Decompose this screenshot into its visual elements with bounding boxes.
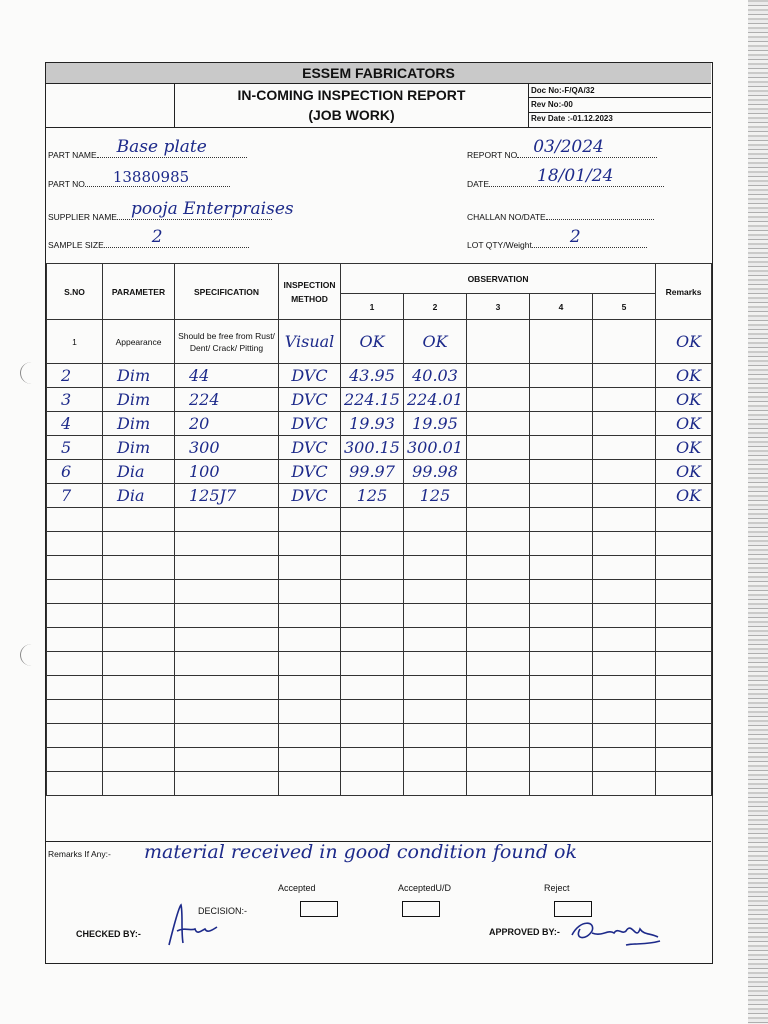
cell-obs-5 xyxy=(593,532,656,556)
lot-qty-field xyxy=(467,227,647,250)
cell-obs-4 xyxy=(530,412,593,436)
cell-sno: 4 xyxy=(47,412,103,436)
page-edge-shadow xyxy=(748,0,768,1024)
cell-obs-2 xyxy=(404,508,467,532)
table-row xyxy=(47,700,712,724)
cell-remarks: OK xyxy=(656,412,712,436)
cell-obs-5 xyxy=(593,484,656,508)
cell-obs-2 xyxy=(404,676,467,700)
company-name: ESSEM FABRICATORS xyxy=(46,63,711,84)
cell-obs-1: 99.97 xyxy=(341,460,404,484)
observation-col-3: 3 xyxy=(467,294,530,320)
cell-obs-4 xyxy=(530,772,593,796)
cell-parameter xyxy=(103,628,175,652)
cell-sno xyxy=(47,556,103,580)
cell-obs-2 xyxy=(404,772,467,796)
part-name-label: PART NAME xyxy=(48,150,97,160)
cell-parameter: Appearance xyxy=(103,320,175,364)
cell-remarks xyxy=(656,700,712,724)
cell-obs-5 xyxy=(593,364,656,388)
cell-remarks xyxy=(656,532,712,556)
date-value: 18/01/24 xyxy=(537,166,614,186)
cell-specification xyxy=(175,676,279,700)
table-row xyxy=(47,724,712,748)
cell-obs-4 xyxy=(530,604,593,628)
cell-remarks xyxy=(656,724,712,748)
table-row xyxy=(47,484,712,508)
cell-specification xyxy=(175,556,279,580)
cell-sno xyxy=(47,748,103,772)
cell-obs-3 xyxy=(467,772,530,796)
cell-method xyxy=(279,508,341,532)
cell-remarks xyxy=(656,580,712,604)
cell-method: DVC xyxy=(279,484,341,508)
supplier-name-field xyxy=(48,199,294,222)
cell-remarks: OK xyxy=(656,436,712,460)
cell-obs-5 xyxy=(593,652,656,676)
cell-obs-1 xyxy=(341,772,404,796)
report-no-value: 03/2024 xyxy=(533,137,604,157)
cell-obs-2 xyxy=(404,724,467,748)
cell-obs-2: 125 xyxy=(404,484,467,508)
cell-parameter: Dia xyxy=(103,460,175,484)
cell-obs-1 xyxy=(341,676,404,700)
cell-parameter xyxy=(103,508,175,532)
col-header-sno: S.NO xyxy=(47,264,103,320)
cell-obs-3 xyxy=(467,484,530,508)
lot-qty-label: LOT QTY/Weight xyxy=(467,240,532,250)
checked-by-label: CHECKED BY:- xyxy=(76,929,141,939)
cell-obs-1: 300.15 xyxy=(341,436,404,460)
cell-obs-1: 19.93 xyxy=(341,412,404,436)
cell-obs-3 xyxy=(467,508,530,532)
cell-obs-2: 99.98 xyxy=(404,460,467,484)
cell-obs-3 xyxy=(467,388,530,412)
cell-method xyxy=(279,532,341,556)
report-title xyxy=(174,83,529,127)
table-row xyxy=(47,436,712,460)
cell-remarks xyxy=(656,748,712,772)
cell-specification xyxy=(175,748,279,772)
cell-parameter xyxy=(103,748,175,772)
cell-remarks xyxy=(656,508,712,532)
cell-obs-5 xyxy=(593,772,656,796)
observation-col-4: 4 xyxy=(530,294,593,320)
cell-obs-1 xyxy=(341,580,404,604)
challan-label: CHALLAN NO/DATE xyxy=(467,212,546,222)
cell-parameter xyxy=(103,676,175,700)
cell-obs-3 xyxy=(467,700,530,724)
cell-method xyxy=(279,628,341,652)
cell-specification xyxy=(175,700,279,724)
cell-method xyxy=(279,676,341,700)
cell-parameter: Dim xyxy=(103,412,175,436)
table-row xyxy=(47,604,712,628)
cell-obs-1 xyxy=(341,604,404,628)
cell-obs-3 xyxy=(467,652,530,676)
sample-size-field xyxy=(48,227,249,250)
lot-qty-value: 2 xyxy=(569,227,581,247)
cell-remarks xyxy=(656,676,712,700)
cell-parameter xyxy=(103,556,175,580)
cell-obs-2 xyxy=(404,748,467,772)
cell-method: DVC xyxy=(279,436,341,460)
cell-specification xyxy=(175,628,279,652)
cell-obs-4 xyxy=(530,700,593,724)
cell-obs-3 xyxy=(467,676,530,700)
cell-specification: 20 xyxy=(175,412,279,436)
cell-obs-3 xyxy=(467,364,530,388)
cell-parameter xyxy=(103,652,175,676)
cell-parameter xyxy=(103,604,175,628)
cell-sno: 1 xyxy=(47,320,103,364)
decision-label: DECISION:- xyxy=(198,906,248,916)
cell-sno xyxy=(47,772,103,796)
cell-obs-3 xyxy=(467,436,530,460)
cell-sno xyxy=(47,700,103,724)
supplier-value: pooja Enterpraises xyxy=(130,199,294,219)
cell-obs-1 xyxy=(341,556,404,580)
part-name-value: Base plate xyxy=(116,137,207,157)
table-row xyxy=(47,748,712,772)
cell-parameter xyxy=(103,532,175,556)
cell-obs-1 xyxy=(341,652,404,676)
cell-parameter: Dia xyxy=(103,484,175,508)
cell-method: Visual xyxy=(279,320,341,364)
cell-obs-3 xyxy=(467,460,530,484)
cell-remarks: OK xyxy=(656,484,712,508)
part-no-field xyxy=(48,168,230,189)
report-title-line2: (JOB WORK) xyxy=(308,107,395,123)
date-field xyxy=(467,166,664,189)
accepted-ud-label: AcceptedU/D xyxy=(398,883,452,893)
cell-obs-3 xyxy=(467,604,530,628)
cell-obs-2: OK xyxy=(404,320,467,364)
cell-sno xyxy=(47,508,103,532)
observation-col-5: 5 xyxy=(593,294,656,320)
cell-sno xyxy=(47,652,103,676)
approved-by-label: APPROVED BY:- xyxy=(489,927,560,937)
accepted-ud-checkbox[interactable] xyxy=(402,901,440,917)
table-row xyxy=(47,628,712,652)
cell-obs-2 xyxy=(404,628,467,652)
cell-method xyxy=(279,556,341,580)
cell-specification: 44 xyxy=(175,364,279,388)
cell-specification: 125J7 xyxy=(175,484,279,508)
cell-specification: Should be free from Rust/ Dent/ Crack/ Pitting xyxy=(175,320,279,364)
col-header-specification: SPECIFICATION xyxy=(175,264,279,320)
approver-signature xyxy=(566,915,666,955)
cell-obs-2 xyxy=(404,556,467,580)
cell-obs-5 xyxy=(593,724,656,748)
cell-obs-3 xyxy=(467,724,530,748)
cell-obs-5 xyxy=(593,580,656,604)
cell-sno: 2 xyxy=(47,364,103,388)
cell-remarks xyxy=(656,628,712,652)
reject-label: Reject xyxy=(544,883,570,893)
cell-parameter: Dim xyxy=(103,364,175,388)
cell-obs-5 xyxy=(593,436,656,460)
cell-obs-2: 40.03 xyxy=(404,364,467,388)
sample-size-label: SAMPLE SIZE xyxy=(48,240,104,250)
cell-remarks xyxy=(656,772,712,796)
cell-method: DVC xyxy=(279,412,341,436)
cell-obs-4 xyxy=(530,628,593,652)
cell-obs-5 xyxy=(593,700,656,724)
cell-method xyxy=(279,652,341,676)
challan-field xyxy=(467,209,654,222)
cell-sno: 6 xyxy=(47,460,103,484)
cell-obs-1: 43.95 xyxy=(341,364,404,388)
cell-obs-4 xyxy=(530,652,593,676)
cell-specification xyxy=(175,580,279,604)
cell-obs-4 xyxy=(530,556,593,580)
cell-obs-1: 125 xyxy=(341,484,404,508)
cell-specification: 224 xyxy=(175,388,279,412)
cell-obs-3 xyxy=(467,580,530,604)
cell-obs-5 xyxy=(593,604,656,628)
observation-col-1: 1 xyxy=(341,294,404,320)
cell-remarks: OK xyxy=(656,460,712,484)
cell-obs-5 xyxy=(593,412,656,436)
cell-obs-5 xyxy=(593,628,656,652)
cell-obs-2 xyxy=(404,604,467,628)
cell-obs-2 xyxy=(404,652,467,676)
cell-obs-3 xyxy=(467,532,530,556)
cell-obs-5 xyxy=(593,676,656,700)
cell-specification xyxy=(175,532,279,556)
cell-obs-5 xyxy=(593,388,656,412)
report-no-field xyxy=(467,137,657,160)
remarks-label: Remarks If Any:- xyxy=(48,849,111,859)
cell-obs-4 xyxy=(530,364,593,388)
part-name-field xyxy=(48,137,247,160)
doc-no: Doc No:-F/QA/32 xyxy=(531,86,595,95)
table-row xyxy=(47,532,712,556)
table-row xyxy=(47,772,712,796)
col-header-remarks: Remarks xyxy=(656,264,712,320)
table-row xyxy=(47,508,712,532)
cell-obs-4 xyxy=(530,676,593,700)
cell-method: DVC xyxy=(279,364,341,388)
cell-sno xyxy=(47,676,103,700)
table-row xyxy=(47,652,712,676)
table-row xyxy=(47,320,712,364)
checker-signature xyxy=(161,901,221,951)
cell-obs-4 xyxy=(530,532,593,556)
cell-obs-3 xyxy=(467,320,530,364)
cell-remarks xyxy=(656,652,712,676)
cell-method xyxy=(279,724,341,748)
cell-obs-1 xyxy=(341,508,404,532)
table-row xyxy=(47,460,712,484)
cell-obs-2: 300.01 xyxy=(404,436,467,460)
cell-parameter xyxy=(103,580,175,604)
cell-specification xyxy=(175,604,279,628)
col-header-parameter: PARAMETER xyxy=(103,264,175,320)
cell-obs-3 xyxy=(467,412,530,436)
cell-obs-4 xyxy=(530,508,593,532)
cell-obs-5 xyxy=(593,320,656,364)
cell-obs-2 xyxy=(404,580,467,604)
cell-obs-5 xyxy=(593,460,656,484)
table-row xyxy=(47,388,712,412)
cell-method xyxy=(279,772,341,796)
cell-remarks xyxy=(656,556,712,580)
cell-parameter xyxy=(103,772,175,796)
cell-obs-2 xyxy=(404,700,467,724)
report-title-line1: IN-COMING INSPECTION REPORT xyxy=(237,87,466,103)
cell-obs-2: 19.95 xyxy=(404,412,467,436)
document-info xyxy=(531,84,613,126)
cell-obs-1 xyxy=(341,628,404,652)
cell-method xyxy=(279,748,341,772)
cell-obs-1 xyxy=(341,700,404,724)
cell-obs-3 xyxy=(467,628,530,652)
cell-specification: 100 xyxy=(175,460,279,484)
cell-obs-1: OK xyxy=(341,320,404,364)
table-row xyxy=(47,580,712,604)
inspection-report-form xyxy=(45,62,713,964)
sample-size-value: 2 xyxy=(151,227,163,247)
cell-remarks xyxy=(656,604,712,628)
cell-specification: 300 xyxy=(175,436,279,460)
supplier-label: SUPPLIER NAME xyxy=(48,212,117,222)
cell-remarks: OK xyxy=(656,364,712,388)
cell-method: DVC xyxy=(279,460,341,484)
accepted-label: Accepted xyxy=(278,883,316,893)
cell-method xyxy=(279,700,341,724)
cell-obs-4 xyxy=(530,436,593,460)
cell-obs-2 xyxy=(404,532,467,556)
table-row xyxy=(47,556,712,580)
cell-obs-5 xyxy=(593,508,656,532)
cell-specification xyxy=(175,724,279,748)
cell-sno xyxy=(47,580,103,604)
rev-date: Rev Date :-01.12.2023 xyxy=(531,114,613,123)
accepted-checkbox[interactable] xyxy=(300,901,338,917)
report-no-label: REPORT NO xyxy=(467,150,518,160)
cell-obs-4 xyxy=(530,388,593,412)
cell-obs-3 xyxy=(467,748,530,772)
cell-parameter: Dim xyxy=(103,436,175,460)
cell-obs-4 xyxy=(530,484,593,508)
cell-obs-1 xyxy=(341,724,404,748)
rev-no: Rev No:-00 xyxy=(531,100,573,109)
cell-sno xyxy=(47,724,103,748)
cell-remarks: OK xyxy=(656,388,712,412)
cell-sno: 7 xyxy=(47,484,103,508)
cell-obs-5 xyxy=(593,556,656,580)
punch-hole-bottom xyxy=(20,644,43,666)
punch-hole-top xyxy=(20,362,43,384)
cell-sno: 5 xyxy=(47,436,103,460)
cell-sno xyxy=(47,604,103,628)
cell-obs-4 xyxy=(530,724,593,748)
cell-method: DVC xyxy=(279,388,341,412)
cell-sno xyxy=(47,532,103,556)
cell-obs-1: 224.15 xyxy=(341,388,404,412)
cell-obs-5 xyxy=(593,748,656,772)
cell-parameter xyxy=(103,724,175,748)
observation-col-2: 2 xyxy=(404,294,467,320)
cell-specification xyxy=(175,652,279,676)
cell-obs-3 xyxy=(467,556,530,580)
cell-obs-2: 224.01 xyxy=(404,388,467,412)
table-row xyxy=(47,412,712,436)
cell-remarks: OK xyxy=(656,320,712,364)
remarks-value: material received in good condition found ok xyxy=(144,841,577,863)
inspection-table xyxy=(46,263,712,796)
cell-specification xyxy=(175,772,279,796)
date-label: DATE xyxy=(467,179,490,189)
cell-obs-4 xyxy=(530,748,593,772)
cell-obs-4 xyxy=(530,580,593,604)
part-no-value: 13880985 xyxy=(112,168,190,186)
cell-sno: 3 xyxy=(47,388,103,412)
cell-parameter xyxy=(103,700,175,724)
cell-parameter: Dim xyxy=(103,388,175,412)
col-header-method: INSPECTION METHOD xyxy=(279,264,341,320)
cell-method xyxy=(279,580,341,604)
cell-specification xyxy=(175,508,279,532)
table-row xyxy=(47,364,712,388)
cell-method xyxy=(279,604,341,628)
cell-obs-4 xyxy=(530,320,593,364)
part-no-label: PART NO xyxy=(48,179,85,189)
cell-obs-1 xyxy=(341,532,404,556)
cell-obs-4 xyxy=(530,460,593,484)
cell-sno xyxy=(47,628,103,652)
table-row xyxy=(47,676,712,700)
col-header-observation: OBSERVATION xyxy=(341,264,656,294)
cell-obs-1 xyxy=(341,748,404,772)
